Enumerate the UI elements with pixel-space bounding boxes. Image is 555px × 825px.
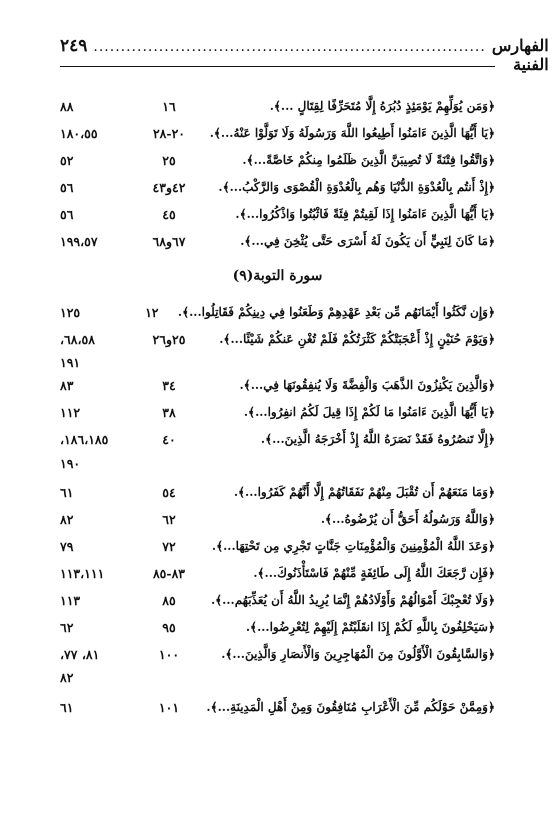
leader-dots: ........................................................................	[93, 39, 486, 55]
ayah-number: ١٦	[162, 98, 176, 114]
verse-text: ﴿وَمَن يُوَلِّهِمْ يَوْمَئِذٍ دُبُرَهُ إِلَّا مُتَحَرِّفًا لِقِتَالٍ ...﴾.	[269, 99, 495, 113]
page-refs: ٦١	[60, 484, 74, 500]
ayah-number: ٤٥	[162, 206, 176, 222]
ayah-number: ١٠١	[158, 699, 180, 715]
page-refs-continuation: ١٩١	[60, 355, 81, 370]
verse-text: ﴿يَا أَيُّهَا الَّذِينَ ءَامَنُوا إِذَا لَقِيتُمْ فِئَةً فَاثْبُتُوا وَاذْكُرُوا...﴾.	[235, 207, 495, 221]
verse-text: ﴿مَا كَانَ لِنَبِيٍّ أَن يَكُونَ لَهُ أَسْرَى حَتَّى يُثْخِنَ فِي...﴾.	[240, 234, 495, 248]
ayah-number: ٤٠	[162, 431, 176, 447]
ayah-number: ٥٤	[162, 484, 176, 500]
ayah-number: ٣٨	[162, 404, 176, 420]
page-refs: ١٩٩،٥٧	[60, 233, 98, 249]
index-entry	[60, 642, 495, 666]
verse-text: ﴿سَيَحْلِفُونَ بِاللَّهِ لَكُمْ إِذَا انقَلَبْتُمْ إِلَيْهِمْ لِتُعْرِضُوا...﴾.	[245, 620, 495, 634]
verse-text: ﴿وَإِن نَّكَثُوا أَيْمَانَهُم مِّن بَعْدِ عَهْدِهِمْ وَطَعَنُوا فِي دِينِكُمْ فَقَاتِلُوا...﴾.	[177, 305, 495, 319]
index-entry	[60, 615, 495, 639]
verse-text: ﴿إِذْ أَنتُم بِالْعُدْوَةِ الدُّنْيَا وَهُم بِالْعُدْوَةِ الْقُصْوَى وَالرَّكْبُ...﴾.	[218, 180, 495, 194]
index-entry	[60, 327, 495, 351]
index-entry	[60, 175, 495, 199]
page-refs: ٨٢	[60, 511, 74, 527]
page-refs: ٨١، ٧٧،	[60, 646, 100, 662]
verse-text: ﴿وَمِمَّنْ حَوْلَكُم مِّنَ الْأَعْرَابِ مُنَافِقُونَ وَمِنْ أَهْلِ الْمَدِينَةِ...﴾.	[206, 700, 495, 714]
verse-text: ﴿وَعَدَ اللَّهُ الْمُؤْمِنِينَ وَالْمُؤْمِنَاتِ جَنَّاتٍ تَجْرِي مِن تَحْتِهَا...﴾.	[211, 539, 495, 553]
page-refs: ١١٣	[60, 592, 81, 608]
index-entry	[60, 561, 495, 585]
index-entry	[60, 427, 495, 451]
ayah-number: ٢٥و٢٦	[152, 331, 186, 347]
page-number: ٢٤٩	[60, 36, 88, 56]
page-refs: ٥٢	[60, 152, 74, 168]
verse-text: ﴿وَاللَّهُ وَرَسُولُهُ أَحَقُّ أَن يُرْضُوهُ...﴾.	[320, 512, 495, 526]
verse-text: ﴿وَلَا تُعْجِبْكَ أَمْوَالُهُمْ وَأَوْلَادُهُمْ إِنَّمَا يُرِيدُ اللَّهُ أَن يُعَذِّبَهُم...﴾.	[210, 593, 495, 607]
ayah-number: ٣٤	[162, 377, 176, 393]
ayah-number: ٨٣-٨٥	[152, 565, 186, 581]
ayah-number: ١٢	[145, 304, 159, 320]
page-header	[60, 36, 549, 74]
page-refs: ٨٣	[60, 377, 74, 393]
index-entry	[60, 400, 495, 424]
index-entry	[60, 94, 495, 118]
page-refs: ٥٦	[60, 179, 74, 195]
index-entry	[60, 588, 495, 612]
ayah-number: ٢٥	[162, 152, 176, 168]
page-refs: ١١٣،١١١	[60, 565, 105, 581]
verse-text: ﴿وَمَا مَنَعَهُمْ أَن تُقْبَلَ مِنْهُمْ نَفَقَاتُهُمْ إِلَّا أَنَّهُمْ كَفَرُوا...﴾.	[233, 485, 495, 499]
index-entry	[60, 534, 495, 558]
ayah-number: ٤٢و٤٣	[152, 179, 186, 195]
ayah-number: ٨٥	[162, 592, 176, 608]
index-entry	[60, 480, 495, 504]
page-refs: ٨٨	[60, 98, 74, 114]
page-refs: ١٢٥	[60, 304, 81, 320]
index-entry	[60, 148, 495, 172]
index-entry	[60, 373, 495, 397]
ayah-number: ١٠٠	[158, 646, 180, 662]
verse-text: ﴿إِلَّا تَنصُرُوهُ فَقَدْ نَصَرَهُ اللَّهُ إِذْ أَخْرَجَهُ الَّذِينَ...﴾.	[260, 432, 495, 446]
verse-text: ﴿وَالسَّابِقُونَ الْأَوَّلُونَ مِنَ الْمُهَاجِرِينَ وَالْأَنصَارِ وَالَّذِينَ...﴾.	[221, 647, 495, 661]
page-refs: ٦٢	[60, 619, 74, 635]
index-entry	[60, 507, 495, 531]
ayah-number: ٦٢	[162, 511, 176, 527]
running-title: الفهارس الفنية	[491, 36, 549, 74]
page-refs: ٦٨،٥٨،	[60, 331, 95, 347]
verse-text: ﴿يَا أَيُّهَا الَّذِينَ ءَامَنُوا مَا لَكُمْ إِذَا قِيلَ لَكُمُ انفِرُوا...﴾.	[243, 405, 495, 419]
page-refs: ١١٢	[60, 404, 81, 420]
page-refs: ١٨٠،٥٥	[60, 125, 98, 141]
index-entry	[60, 229, 495, 253]
index-entry	[60, 121, 495, 145]
page-refs-continuation: ١٩٠	[60, 456, 81, 471]
page-refs: ١٨٦،١٨٥،	[60, 431, 109, 447]
index-entry	[60, 202, 495, 226]
section-title: سورة التوبة(٩)	[232, 268, 323, 284]
page-refs-continuation: ٨٢	[60, 670, 74, 685]
ayah-number: ٧٢	[162, 538, 176, 554]
verse-text: ﴿وَالَّذِينَ يَكْنِزُونَ الذَّهَبَ وَالْفِضَّةَ وَلَا يُنفِقُونَهَا فِي...﴾.	[239, 378, 495, 392]
page-refs: ٥٦	[60, 206, 74, 222]
page-refs: ٧٩	[60, 538, 74, 554]
index-entry	[60, 695, 495, 719]
ayah-number: ٢٠-٢٨	[152, 125, 186, 141]
verse-text: ﴿وَيَوْمَ حُنَيْنٍ إِذْ أَعْجَبَتْكُمْ كَثْرَتُكُمْ فَلَمْ تُغْنِ عَنكُمْ شَيْئًا...﴾.	[219, 332, 495, 346]
ayah-number: ٩٥	[162, 619, 176, 635]
page-refs: ٦١	[60, 699, 74, 715]
verse-text: ﴿يَا أَيُّهَا الَّذِينَ ءَامَنُوا أَطِيعُوا اللَّهَ وَرَسُولَهُ وَلَا تَوَلَّوْا عَنْهُ...﴾.	[209, 126, 495, 140]
verse-text: ﴿فَإِن رَّجَعَكَ اللَّهُ إِلَى طَائِفَةٍ مِّنْهُمْ فَاسْتَأْذَنُوكَ...﴾.	[253, 566, 495, 580]
ayah-number: ٦٧و٦٨	[152, 233, 186, 249]
verse-text: ﴿وَاتَّقُوا فِتْنَةً لَا تُصِيبَنَّ الَّذِينَ ظَلَمُوا مِنكُمْ خَاصَّةً...﴾.	[242, 153, 495, 167]
index-entry	[60, 300, 495, 324]
